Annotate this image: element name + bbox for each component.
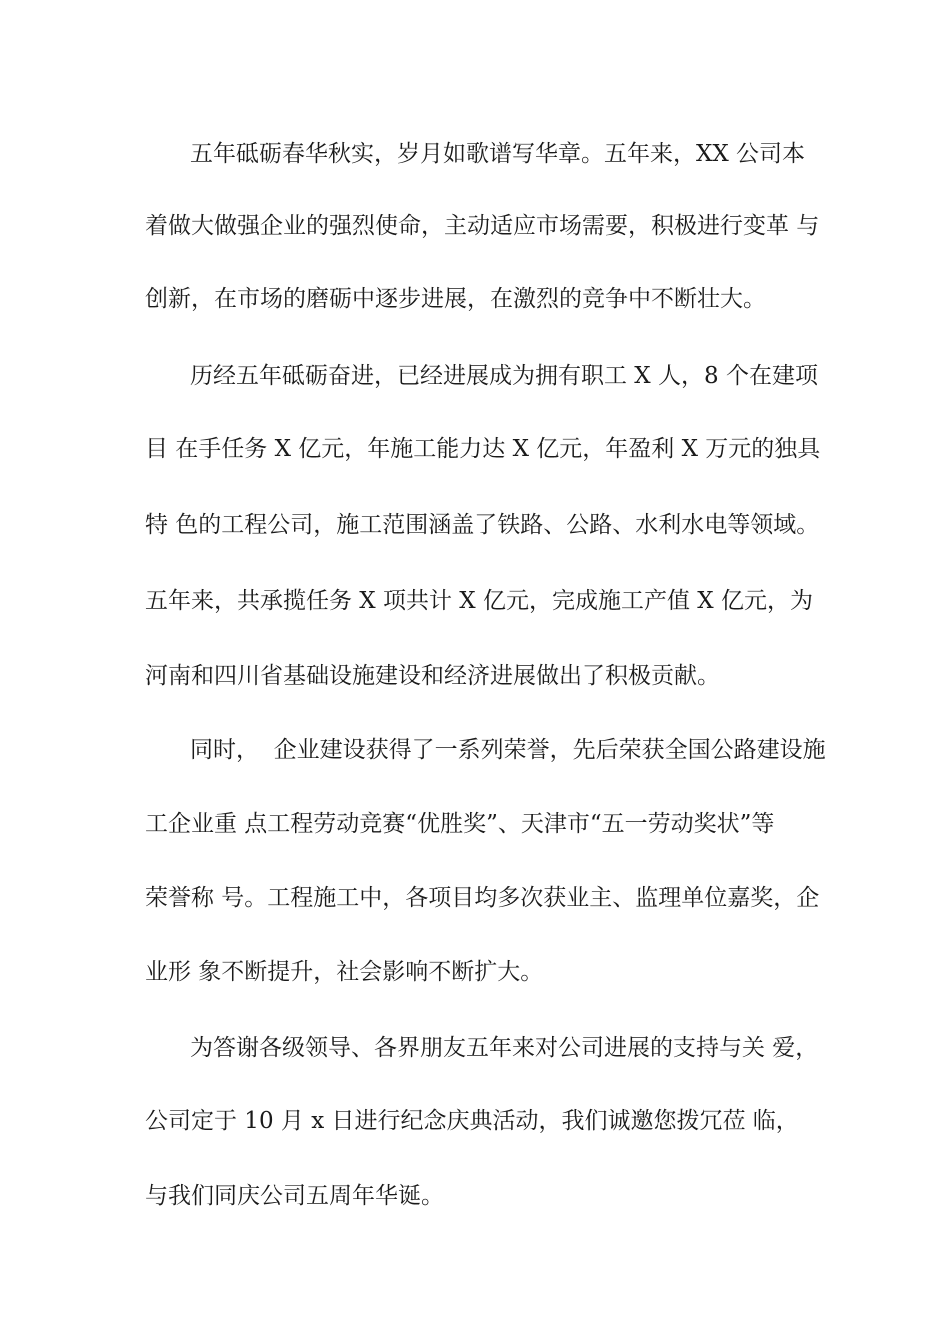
paragraph-3-line-1 <box>0 730 950 770</box>
paragraph-4-line-2 <box>0 1101 950 1141</box>
paragraph-3-line-2 <box>0 804 950 844</box>
text-line: 公司定于 10 月 x 日进行纪念庆典活动，我们诚邀您拨冗莅 临， <box>145 1108 799 1134</box>
text-line: 荣誉称 号。工程施工中，各项目均多次获业主、监理单位嘉奖，企 <box>145 885 820 911</box>
paragraph-2-line-1 <box>0 356 950 396</box>
paragraph-2-line-4 <box>0 581 950 621</box>
text-line: 历经五年砥砺奋进，已经进展成为拥有职工 X 人，8 个在建项 <box>190 363 818 389</box>
paragraph-1-line-2 <box>0 206 950 246</box>
text-line: 业形 象不断提升，社会影响不断扩大。 <box>145 959 544 985</box>
paragraph-1-line-1 <box>0 134 950 174</box>
text-line: 工企业重 点工程劳动竞赛“优胜奖”、天津市“五一劳动奖状”等 <box>145 811 775 837</box>
text-line: 特 色的工程公司，施工范围涵盖了铁路、公路、水利水电等领域。 <box>145 512 820 538</box>
text-line: 与我们同庆公司五周年华诞。 <box>145 1183 444 1209</box>
text-line: 五年来，共承揽任务 X 项共计 X 亿元，完成施工产值 X 亿元，为 <box>145 588 813 614</box>
text-line: 为答谢各级领导、各界朋友五年来对公司进展的支持与关 爱， <box>190 1035 819 1061</box>
text-line: 五年砥砺春华秋实，岁月如歌谱写华章。五年来，XX 公司本 <box>190 141 806 167</box>
paragraph-2-line-2 <box>0 429 950 469</box>
text-line: 着做大做强企业的强烈使命，主动适应市场需要，积极进行变革 与 <box>145 213 820 239</box>
paragraph-4-line-1 <box>0 1028 950 1068</box>
paragraph-1-line-3 <box>0 279 950 319</box>
text-line: 目 在手任务 X 亿元，年施工能力达 X 亿元，年盈利 X 万元的独具 <box>145 436 821 462</box>
paragraph-3-line-4 <box>0 952 950 992</box>
text-line: 河南和四川省基础设施建设和经济进展做出了积极贡献。 <box>145 663 720 689</box>
text-line: 创新，在市场的磨砺中逐步进展，在激烈的竞争中不断壮大。 <box>145 286 766 312</box>
text-line: 同时， 企业建设获得了一系列荣誉，先后荣获全国公路建设施 <box>190 737 826 763</box>
paragraph-4-line-3 <box>0 1176 950 1216</box>
paragraph-2-line-3 <box>0 505 950 545</box>
paragraph-2-line-5 <box>0 656 950 696</box>
paragraph-3-line-3 <box>0 878 950 918</box>
